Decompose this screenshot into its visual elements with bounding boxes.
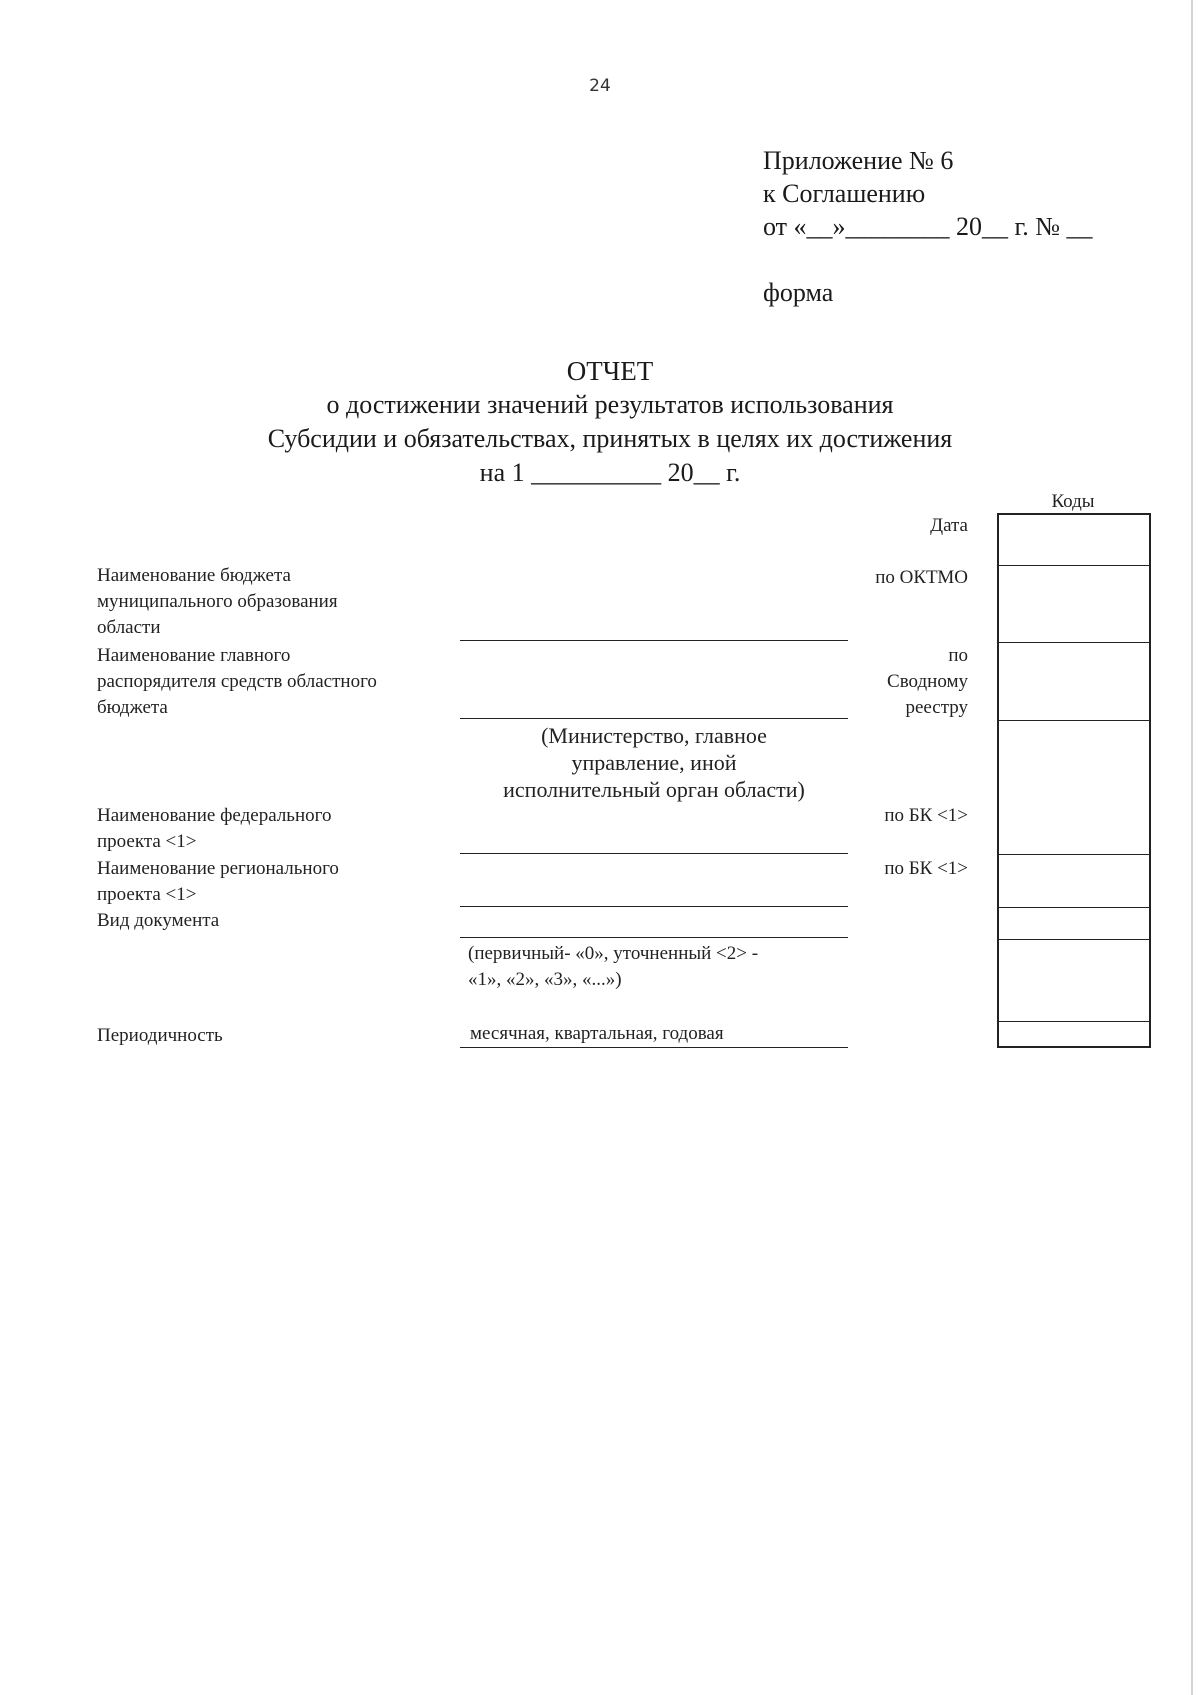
code-label-date: Дата — [930, 515, 968, 536]
code-cell-registry[interactable] — [999, 642, 1149, 720]
code-label-bk-federal: по БК <1> — [884, 805, 968, 826]
field-line-budget[interactable] — [460, 640, 848, 641]
field-line-periodicity[interactable] — [460, 1047, 848, 1048]
report-title-block — [220, 354, 1000, 490]
field-label-periodicity: Периодичность — [97, 1025, 223, 1046]
field-line-manager[interactable] — [460, 718, 848, 719]
page-edge — [1191, 0, 1193, 1695]
code-label-bk-regional: по БК <1> — [884, 858, 968, 879]
field-line-federal-project[interactable] — [460, 853, 848, 854]
page-number: 24 — [589, 76, 611, 96]
report-title: ОТЧЕТ — [566, 356, 654, 386]
appendix-number: Приложение № 6 — [763, 146, 954, 175]
appendix-date-number: от «__»________ 20__ г. № __ — [763, 212, 1093, 241]
appendix-agreement: к Соглашению — [763, 179, 926, 208]
codes-table — [997, 513, 1151, 1048]
field-hint-manager: (Министерство, главное управление, иной исполнительный орган области) — [503, 723, 805, 802]
field-label-doc-type: Вид документа — [97, 910, 220, 931]
report-subtitle-2: Субсидии и обязательствах, принятых в целях их достижения — [267, 424, 953, 453]
field-value-periodicity: месячная, квартальная, годовая — [470, 1023, 724, 1044]
code-cell-bk-regional[interactable] — [999, 854, 1149, 907]
report-subtitle-1: о достижении значений результатов использования — [326, 390, 894, 419]
field-hint-doc-type: (первичный- «0», уточненный <2> - «1», «2», «3», «...») — [468, 943, 759, 990]
code-cell-oktmo[interactable] — [999, 565, 1149, 642]
code-cell-bk-federal[interactable] — [999, 720, 1149, 854]
form-label: форма — [763, 278, 834, 307]
field-label-manager: Наименование главного распорядителя средств областного бюджета — [97, 645, 377, 718]
field-label-regional-project: Наименование регионального проекта <1> — [97, 858, 339, 905]
field-line-regional-project[interactable] — [460, 906, 848, 907]
code-label-oktmo: по ОКТМО — [875, 567, 968, 588]
code-cell-date[interactable] — [999, 515, 1149, 565]
code-cell-doc-type-detail[interactable] — [999, 939, 1149, 1021]
report-date-line: на 1 __________ 20__ г. — [479, 458, 741, 487]
field-label-federal-project: Наименование федерального проекта <1> — [97, 805, 332, 852]
codes-header: Коды — [1051, 491, 1095, 512]
code-cell-doc-type[interactable] — [999, 907, 1149, 939]
code-cell-periodicity[interactable] — [999, 1021, 1149, 1046]
appendix-block — [763, 144, 1093, 243]
field-label-budget: Наименование бюджета муниципального образования области — [97, 565, 338, 638]
field-line-doc-type[interactable] — [460, 937, 848, 938]
code-label-registry: по Сводному реестру — [887, 645, 968, 718]
